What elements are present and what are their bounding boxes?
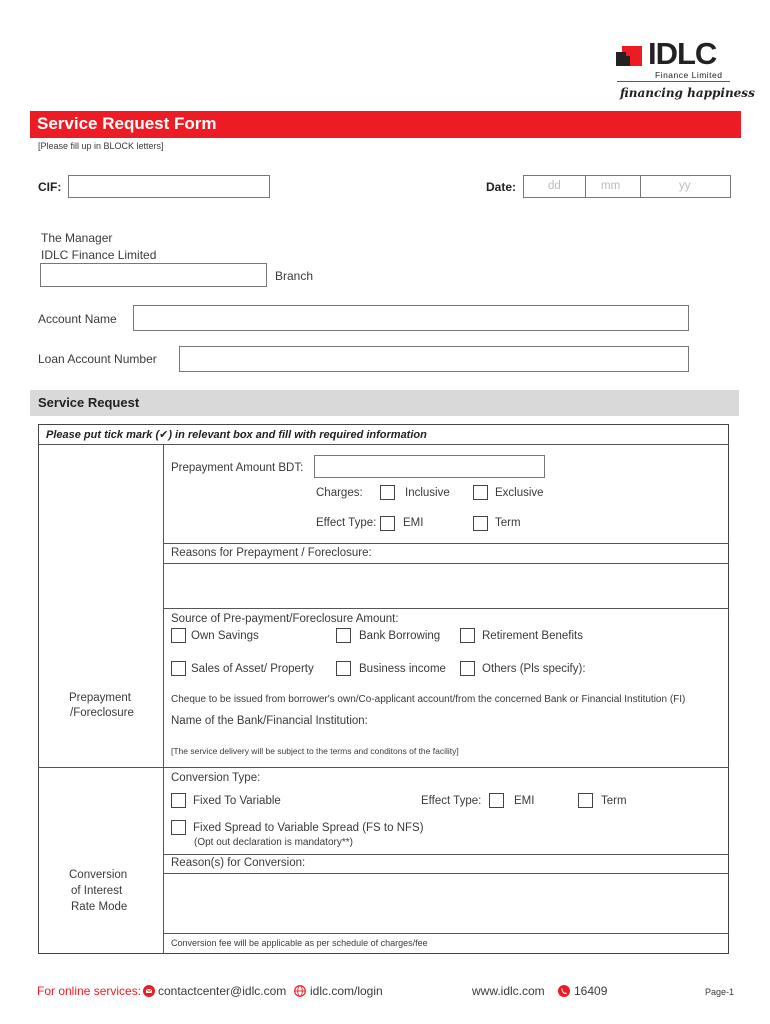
prepay-term-checkbox[interactable] [473, 516, 488, 531]
block-letters-note: [Please fill up in BLOCK letters] [38, 141, 164, 151]
fixed-to-variable-checkbox[interactable] [171, 793, 186, 808]
conv-reasons-label: Reason(s) for Conversion: [171, 857, 306, 869]
footer-phone[interactable]: 16409 [574, 984, 608, 998]
account-name-input[interactable] [133, 305, 689, 331]
form-title: Service Request Form [37, 114, 217, 133]
opt-out-note: (Opt out declaration is mandatory**) [194, 837, 353, 848]
cheque-note: Cheque to be issued from borrower's own/Co-applicant account/from the concerned Bank or Financial Institution (FI) [171, 694, 686, 705]
sales-of-asset-checkbox[interactable] [171, 661, 186, 676]
date-mm-field[interactable]: mm [601, 180, 621, 192]
footer-email-link[interactable]: contactcenter@idlc.com [158, 984, 287, 998]
prepay-emi-checkbox[interactable] [380, 516, 395, 531]
conv-term-checkbox[interactable] [578, 793, 593, 808]
logo-tagline: financing happiness [620, 86, 755, 100]
cif-input[interactable] [68, 175, 270, 198]
branch-label: Branch [275, 269, 314, 283]
fs-to-nfs-label: Fixed Spread to Variable Spread (FS to NFS) [193, 822, 424, 834]
conversion-type-label: Conversion Type: [171, 772, 261, 784]
prepay-reasons-input[interactable] [164, 564, 728, 607]
bank-borrowing-label: Bank Borrowing [359, 630, 441, 642]
cif-label: CIF: [38, 180, 62, 194]
terms-note: [The service delivery will be subject to the terms and conditons of the facility] [171, 746, 459, 756]
retirement-benefits-checkbox[interactable] [460, 628, 475, 643]
sales-of-asset-label: Sales of Asset/ Property [191, 663, 314, 675]
conversion-row-label-3: Rate Mode [71, 901, 128, 913]
loan-account-input[interactable] [179, 346, 689, 372]
inclusive-checkbox[interactable] [380, 485, 395, 500]
branch-input[interactable] [40, 263, 267, 287]
conv-emi-label: EMI [514, 795, 535, 807]
footer-login-link[interactable]: idlc.com/login [310, 984, 383, 998]
inclusive-label: Inclusive [405, 487, 450, 499]
business-income-checkbox[interactable] [336, 661, 351, 676]
own-savings-checkbox[interactable] [171, 628, 186, 643]
conv-term-label: Term [601, 795, 627, 807]
source-label: Source of Pre-payment/Foreclosure Amount: [171, 613, 399, 625]
bank-name-label: Name of the Bank/Financial Institution: [171, 715, 368, 727]
fixed-to-variable-label: Fixed To Variable [193, 795, 281, 807]
footer-online-label: For online services: [37, 984, 142, 998]
conversion-row-label-2: of Interest [71, 885, 123, 897]
phone-icon [558, 984, 570, 1002]
conversion-row-label-1: Conversion [69, 869, 128, 881]
date-yy-field[interactable]: yy [679, 180, 691, 192]
logo-divider [617, 81, 730, 82]
date-label: Date: [486, 180, 517, 194]
prepayment-row-label-1: Prepayment [69, 692, 132, 704]
email-icon [143, 984, 155, 1002]
prepay-emi-label: EMI [403, 517, 424, 529]
others-checkbox[interactable] [460, 661, 475, 676]
prepay-reasons-label: Reasons for Prepayment / Foreclosure: [171, 547, 372, 559]
manager-line-1: The Manager [41, 231, 113, 245]
logo-brand-sub: Finance Limited [655, 70, 723, 80]
charges-label: Charges: [316, 487, 363, 499]
conversion-fee-note: Conversion fee will be applicable as per schedule of charges/fee [171, 938, 428, 948]
others-label: Others (Pls specify): [482, 663, 586, 675]
loan-account-label: Loan Account Number [38, 352, 157, 366]
exclusive-label: Exclusive [495, 487, 544, 499]
conv-effect-type-label: Effect Type: [421, 795, 482, 807]
globe-icon [294, 984, 306, 1002]
prepay-term-label: Term [495, 517, 521, 529]
logo-brand: IDLC [648, 36, 717, 71]
conv-emi-checkbox[interactable] [489, 793, 504, 808]
retirement-benefits-label: Retirement Benefits [482, 630, 583, 642]
own-savings-label: Own Savings [191, 630, 259, 642]
manager-line-2: IDLC Finance Limited [41, 248, 157, 262]
account-name-label: Account Name [38, 312, 117, 326]
bank-borrowing-checkbox[interactable] [336, 628, 351, 643]
prepayment-row-label-2: /Foreclosure [70, 707, 134, 719]
tick-instruction: Please put tick mark (✔) in relevant box and fill with required information [46, 429, 427, 441]
page-number: Page-1 [705, 987, 735, 997]
prepayment-amount-label: Prepayment Amount BDT: [171, 462, 304, 474]
business-income-label: Business income [359, 663, 446, 675]
service-request-title: Service Request [38, 395, 140, 410]
logo-mark-icon [616, 44, 644, 72]
prepayment-amount-input[interactable] [314, 455, 545, 478]
conv-reasons-input[interactable] [164, 874, 728, 932]
footer-website-link[interactable]: www.idlc.com [472, 984, 545, 998]
exclusive-checkbox[interactable] [473, 485, 488, 500]
date-dd-field[interactable]: dd [548, 180, 561, 192]
prepay-effect-type-label: Effect Type: [316, 517, 377, 529]
fs-to-nfs-checkbox[interactable] [171, 820, 186, 835]
